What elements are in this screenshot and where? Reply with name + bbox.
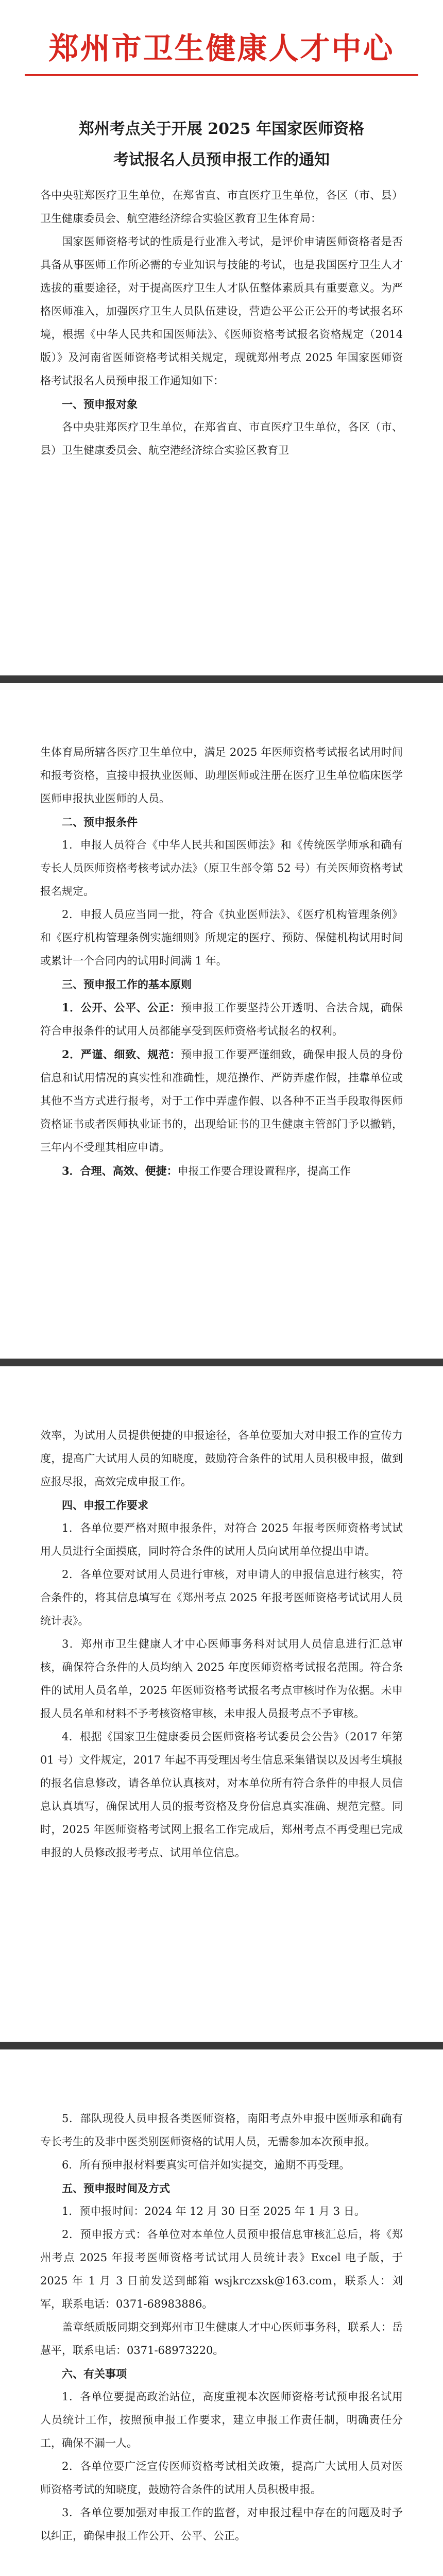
section-heading-3: 三、预申报工作的基本原则 xyxy=(62,978,192,991)
paragraph-matter-3: 3．各单位要加强对申报工作的监督，对申报过程中存在的问题及时予以纠正，确保申报工作公开、公平、公正。 xyxy=(40,2506,403,2542)
document-page-2 xyxy=(0,683,443,1359)
paragraph-condition-2: 2．申报人员应当同一批，符合《执业医师法》、《医疗机构管理条例》和《医疗机构管理条例实施细则》所规定的医疗、预防、保健机构试用时间或累计一个合同内的试用时间满 1 年。 xyxy=(40,908,403,967)
paragraph-condition-1: 1．申报人员符合《中华人民共和国医师法》和《传统医学师承和确有专长人员医师资格考核考试办法》（原卫生部令第 52 号）有关医师资格考试报名规定。 xyxy=(40,839,403,897)
paragraph-principle-2 xyxy=(40,1043,403,1159)
document-title xyxy=(40,114,403,176)
paragraph-time: 1．预申报时间：2024 年 12 月 30 日至 2025 年 1 月 3 日。 xyxy=(62,2205,365,2217)
paragraph-matter-1: 1．各单位要提高政治站位，高度重视本次医师资格考试预申报名试用人员统计工作，按照预申报工作要求，建立申报工作责任制，明确责任分工，确保不漏一人。 xyxy=(40,2391,403,2449)
document-title-line-2: 考试报名人员预申报工作的通知 xyxy=(113,151,330,169)
principle-1-heading: 1．公开、公平、公正： xyxy=(62,1001,181,1014)
paragraph-requirement-4: 4．根据《国家卫生健康委员会医师资格考试委员会公告》（2017 年第 01 号）文件规定，2017 年起不再受理因考生信息采集错误以及因考生填报的报名信息修改，请各单位认真核对，对本单位所有符合条件的申报人员信息认真填写，确保试用人员的报考资格及身份信息真实准确、规范完整。同时，2025 年医师资格考试网上报名工作完成后，郑州考点不再受理已完成申报的人员修改报考考点、试用单位信息。 xyxy=(40,1731,403,1859)
paragraph-paper-copy: 盖章纸质版同期交到郑州市卫生健康人才中心医师事务科，联系人：岳慧平，联系电话：0371-68973220。 xyxy=(40,2321,403,2357)
section-heading-4: 四、申报工作要求 xyxy=(62,1499,148,1512)
section-heading-1: 一、预申报对象 xyxy=(62,398,138,411)
principle-1-text: 预申报工作要坚持公开透明、合法合规，确保符合申报条件的试用人员都能享受到医师资格考试报名的权利。 xyxy=(40,1002,403,1037)
paragraph-target-part-2: 生体育局所辖各医疗卫生单位中，满足 2025 年医师资格考试报名试用时间和报考资格，直接申报执业医师、助理医师或注册在医疗卫生单位临床医学医师申报执业医师的人员。 xyxy=(40,746,403,805)
paragraph-requirement-5: 5．部队现役人员申报各类医师资格，南阳考点外申报中医师承和确有专长考生的及非中医类别医师资格的试用人员，无需参加本次预申报。 xyxy=(40,2112,403,2148)
principle-3-heading: 3．合理、高效、便捷： xyxy=(62,1164,178,1177)
addressee: 各中央驻郑医疗卫生单位，在郑省直、市直医疗卫生单位，各区（市、县）卫生健康委员会、航空港经济综合实验区教育卫生体育局： xyxy=(40,189,403,225)
section-heading-6: 六、有关事项 xyxy=(62,2367,127,2380)
document-page-1 xyxy=(0,0,443,675)
section-heading-5: 五、预申报时间及方式 xyxy=(62,2182,170,2195)
paragraph-requirement-3: 3．郑州市卫生健康人才中心医师事务科对试用人员信息进行汇总审核，确保符合条件的人员均纳入 2025 年度医师资格考试报名范围。符合条件的试用人员名单，2025 年医师资格考试报名考点审核时作为依据。未申报人员名单和材料不予考核资格审核，未申报人员报考点不予审核。 xyxy=(40,1638,403,1720)
letterhead-divider xyxy=(25,74,418,76)
paragraph-principle-3-cont: 效率，为试用人员提供便捷的申报途径，各单位要加大对申报工作的宣传力度，提高广大试用人员的知晓度，鼓励符合条件的试用人员积极申报，做到应报尽报，高效完成申报工作。 xyxy=(40,1429,403,1488)
paragraph-requirement-1: 1．各单位要严格对照申报条件，对符合 2025 年报考医师资格考试试用人员进行全面摸底，同时符合条件的试用人员向试用单位提出申请。 xyxy=(40,1522,403,1557)
paragraph-intro: 国家医师资格考试的性质是行业准入考试，是评价申请医师资格者是否具备从事医师工作所必需的专业知识与技能的考试，也是我国医疗卫生人才选拔的重要途径，对于提高医疗卫生人才队伍整体素质具有重要意义。为严格医师准入，加强医疗卫生人员队伍建设，营造公平公正公开的考试报名环境，根据《中华人民共和国医师法》、《医师资格考试报名资格规定（2014 版）》及河南省医师资格考试相关规定，现就郑州考点 2025 年国家医师资格考试报名人员预申报工作通知如下： xyxy=(40,235,403,387)
document-title-line-1: 郑州考点关于开展 2025 年国家医师资格 xyxy=(78,120,365,138)
principle-2-heading: 2．严谨、细致、规范： xyxy=(62,1048,181,1061)
paragraph-principle-3 xyxy=(40,1159,403,1183)
paragraph-principle-1 xyxy=(40,996,403,1043)
principle-2-text: 预申报工作要严谨细致，确保申报人员的身份信息和试用情况的真实性和准确性，规范操作、严防弄虚作假，挂靠单位或其他不当方式进行报考，对于工作中弄虚作假、以各种不正当手段取得医师资格证书或者医师执业证书的，出现给证书的卫生健康主管部门予以撤销，三年内不受理其相应申请。 xyxy=(40,1048,403,1154)
paragraph-method: 2．预申报方式：各单位对本单位人员预申报信息审核汇总后，将《郑州考点 2025 年报考医师资格考试试用人员统计表》Excel 电子版，于 2025 年 1 月 3 日前发送到邮箱 wsjkrczxsk@163.com，联系人：刘军，联系电话：0371-68983886。 xyxy=(40,2228,403,2310)
principle-3-text: 申报工作要合理设置程序，提高工作 xyxy=(177,1165,351,1177)
paragraph-requirement-2: 2．各单位要对试用人员进行审核，对申请人的申报信息进行核实，符合条件的，将其信息填写在《郑州考点 2025 年报考医师资格考试试用人员统计表》。 xyxy=(40,1568,403,1627)
paragraph-target-part-1: 各中央驻郑医疗卫生单位，在郑省直、市直医疗卫生单位，各区（市、县）卫生健康委员会、航空港经济综合实验区教育卫 xyxy=(40,421,403,456)
document-page-4 xyxy=(0,2049,443,2576)
document-page-3 xyxy=(0,1366,443,2042)
section-heading-2: 二、预申报条件 xyxy=(62,816,138,828)
paragraph-matter-2: 2．各单位要广泛宣传医师资格考试相关政策，提高广大试用人员对医师资格考试的知晓度，鼓励符合条件的试用人员积极申报。 xyxy=(40,2460,403,2496)
paragraph-requirement-6: 6．所有预申报材料要真实可信并如实提交，逾期不再受理。 xyxy=(62,2159,350,2171)
letterhead-title: 郑州市卫生健康人才中心 xyxy=(48,31,395,66)
